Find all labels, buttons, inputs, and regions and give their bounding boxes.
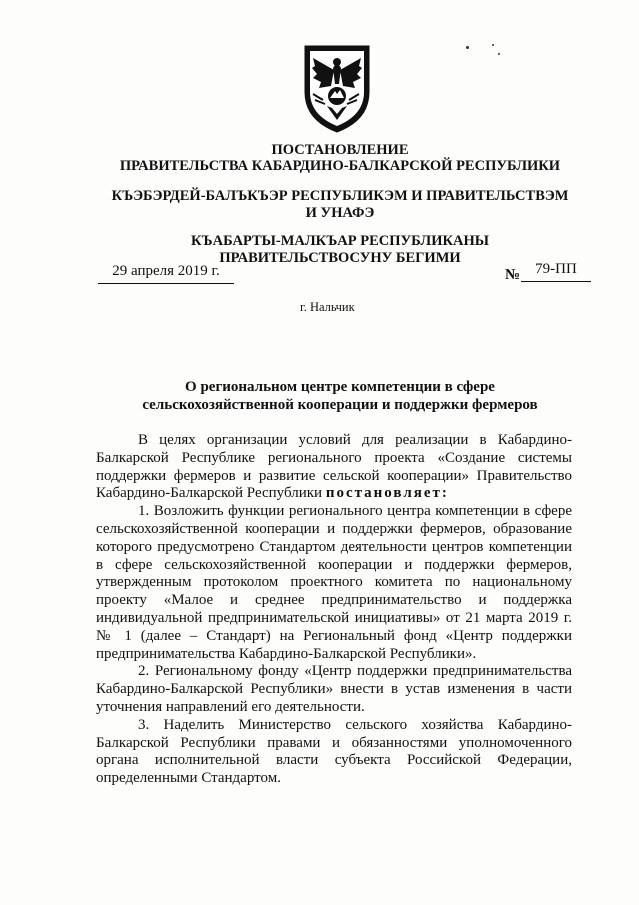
preamble-paragraph bbox=[96, 432, 572, 503]
issuer-heading-balkar: КЪАБАРТЫ-МАЛКЪАР РЕСПУБЛИКАНЫ ПРАВИТЕЛЬСТВОСУНУ БЕГИМИ bbox=[191, 233, 489, 266]
document-number: 79-ПП bbox=[521, 261, 591, 282]
scan-speck bbox=[466, 46, 469, 49]
resolution-verb: постановляет: bbox=[325, 485, 449, 502]
document-title-line-2: сельскохозяйственной кооперации и поддержки фермеров bbox=[142, 397, 538, 413]
scan-speck bbox=[498, 53, 500, 55]
coat-of-arms-icon bbox=[297, 40, 377, 136]
issuer-heading: ПРАВИТЕЛЬСТВА КАБАРДИНО-БАЛКАРСКОЙ РЕСПУБЛИКИ bbox=[119, 158, 561, 174]
clause-1: 1. Возложить функции регионального центра компетенции в сфере сельскохозяйственной кооперации и поддержки фермеров, образование которого предусмотрено Стандартом деятельности центров компетенции в сфере сельскохозяйственной кооперации и поддержки фермеров, утвержденным протоколом проектного комитета по национальному проекту «Малое и среднее предпринимательство и поддержка индивидуальной предпринимательской инициативы» от 21 марта 2019 г. № 1 (далее – Стандарт) на Региональный фонд «Центр поддержки предпринимательства Кабардино-Балкарской Республики». bbox=[96, 503, 572, 662]
document-date: 29 апреля 2019 г. bbox=[98, 263, 234, 284]
city-line: г. Нальчик bbox=[300, 300, 355, 314]
preamble-text: В целях организации условий для реализации в Кабардино-Балкарской Республике регионального проекта «Создание системы поддержки фермеров и развитие сельской кооперации» Правительство Кабардино-Балкарской Республики bbox=[96, 432, 572, 502]
scan-speck bbox=[492, 44, 494, 46]
clause-2: 2. Региональному фонду «Центр поддержки предпринимательства Кабардино-Балкарской Республики» внести в устав изменения в части уточнения направлений его деятельности. bbox=[96, 663, 572, 715]
clause-3: 3. Наделить Министерство сельского хозяйства Кабардино-Балкарской Республики правами и обязанностями уполномоченного органа исполнительной власти субъекта Российской Федерации, определенными Стандартом. bbox=[96, 716, 572, 787]
document-title-line-1: О региональном центре компетенции в сфере bbox=[185, 379, 495, 395]
number-label: № bbox=[505, 267, 521, 283]
issuer-heading-kabardian: КЪЭБЭРДЕЙ-БАЛЪКЪЭР РЕСПУБЛИКЭМ И ПРАВИТЕЛЬСТВЭМ И УНАФЭ bbox=[111, 188, 569, 221]
document-body bbox=[96, 432, 572, 788]
document-type-heading: ПОСТАНОВЛЕНИЕ bbox=[271, 142, 409, 158]
